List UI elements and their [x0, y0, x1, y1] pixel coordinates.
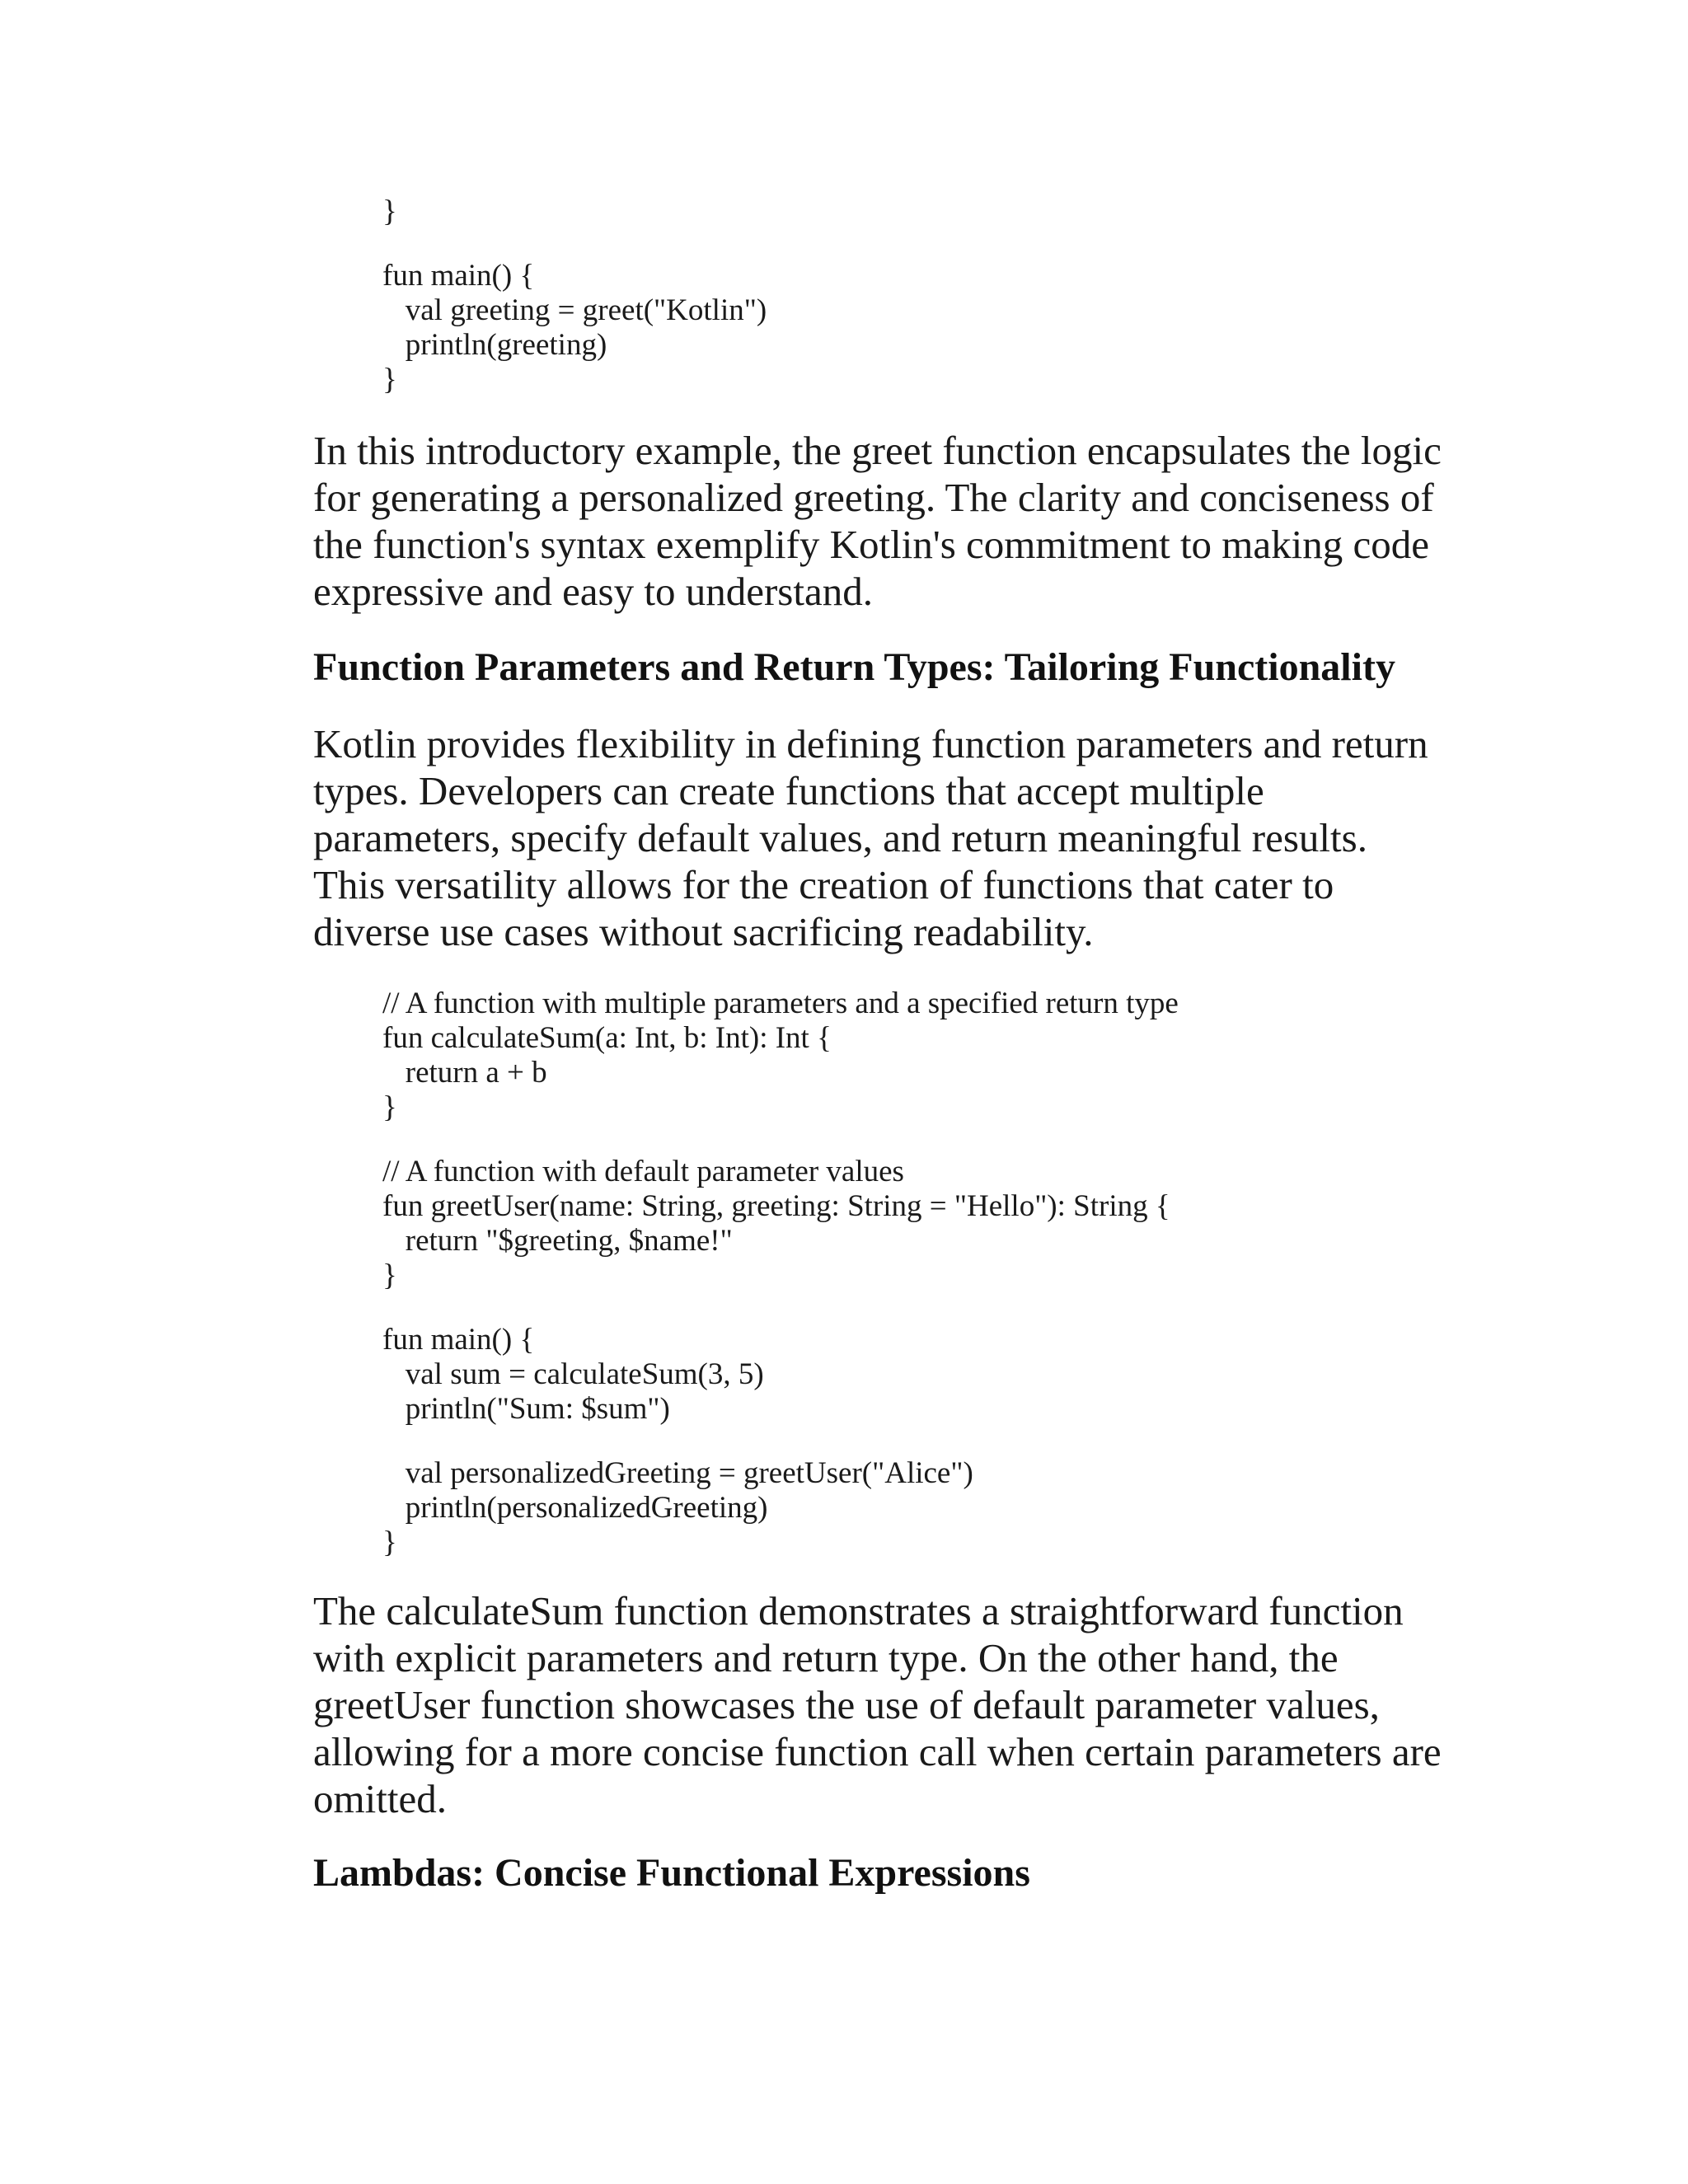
code-line: return "$greeting, $name!" — [382, 1224, 733, 1258]
code-line: } — [382, 1258, 397, 1292]
paragraph-parameters — [313, 720, 1484, 955]
code-line: fun main() { — [382, 1323, 535, 1357]
paragraph-line: omitted. — [313, 1776, 447, 1821]
paragraph-line: This versatility allows for the creation of functions that cater to — [313, 862, 1334, 907]
paragraph-line: greetUser function showcases the use of default parameter values, — [313, 1682, 1380, 1727]
paragraph-line: diverse use cases without sacrificing readability. — [313, 909, 1094, 954]
code-block-parameters — [382, 987, 1536, 1560]
code-blank-line — [382, 229, 1536, 259]
paragraph-line: parameters, specify default values, and return meaningful results. — [313, 815, 1367, 860]
section-heading-parameters: Function Parameters and Return Types: Tailoring Functionality — [313, 645, 1395, 689]
code-line: fun calculateSum(a: Int, b: Int): Int { — [382, 1021, 832, 1055]
paragraph-line: In this introductory example, the greet function encapsulates the logic — [313, 428, 1442, 473]
paragraph-line: the function's syntax exemplify Kotlin's commitment to making code — [313, 522, 1430, 567]
code-line: } — [382, 363, 397, 396]
paragraph-line: types. Developers can create functions that accept multiple — [313, 768, 1264, 813]
code-line: println("Sum: $sum") — [382, 1392, 670, 1426]
code-line: val greeting = greet("Kotlin") — [382, 293, 767, 327]
code-line: } — [382, 194, 397, 228]
section-heading-lambdas: Lambdas: Concise Functional Expressions — [313, 1851, 1030, 1895]
code-line: val sum = calculateSum(3, 5) — [382, 1357, 764, 1391]
code-blank-line — [382, 1125, 1536, 1155]
code-line: println(greeting) — [382, 328, 607, 362]
paragraph-line: expressive and easy to understand. — [313, 569, 873, 614]
code-line: return a + b — [382, 1056, 547, 1090]
code-line: val personalizedGreeting = greetUser("Alice") — [382, 1456, 973, 1490]
code-line: fun main() { — [382, 259, 535, 293]
code-blank-line — [382, 1293, 1536, 1323]
paragraph-calculatesum-explanation — [313, 1587, 1484, 1822]
paragraph-line: for generating a personalized greeting. The clarity and conciseness of — [313, 475, 1434, 520]
paragraph-line: allowing for a more concise function call when certain parameters are — [313, 1729, 1442, 1774]
code-line: println(personalizedGreeting) — [382, 1491, 768, 1525]
code-blank-line — [382, 1427, 1536, 1456]
code-line: fun greetUser(name: String, greeting: String = "Hello"): String { — [382, 1189, 1170, 1223]
code-line: } — [382, 1090, 397, 1124]
paragraph-line: with explicit parameters and return type. On the other hand, the — [313, 1635, 1339, 1680]
code-line: } — [382, 1526, 397, 1559]
paragraph-intro-example — [313, 427, 1484, 615]
code-block-main-greet — [382, 194, 1536, 397]
code-comment-line: // A function with default parameter values — [382, 1155, 904, 1188]
code-comment-line: // A function with multiple parameters and a specified return type — [382, 987, 1179, 1020]
paragraph-line: The calculateSum function demonstrates a straightforward function — [313, 1588, 1404, 1633]
paragraph-line: Kotlin provides flexibility in defining function parameters and return — [313, 721, 1428, 766]
